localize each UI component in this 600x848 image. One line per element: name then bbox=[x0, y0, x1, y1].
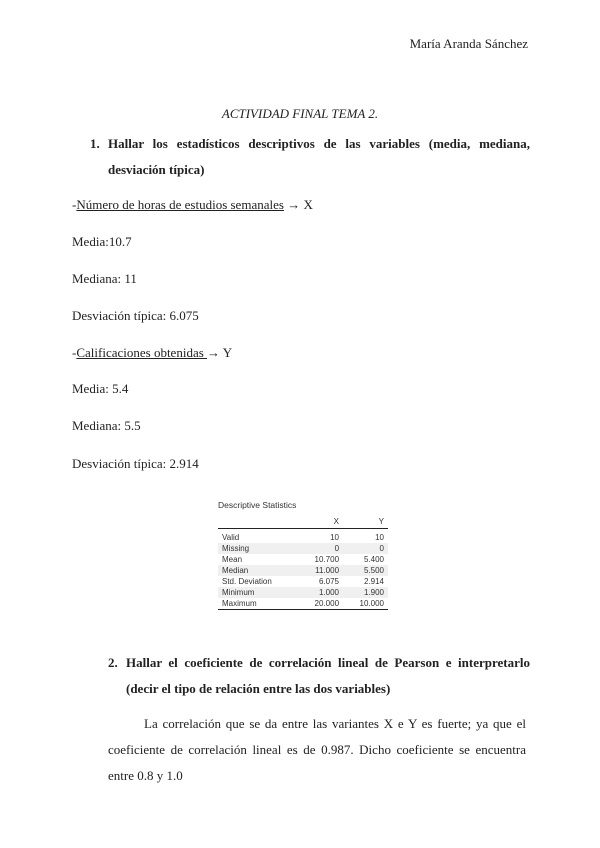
variable-x-name: Número de horas de estudios semanales bbox=[76, 197, 284, 212]
cell-y: 0 bbox=[343, 543, 388, 554]
cell-x: 20.000 bbox=[298, 598, 343, 610]
document-title: ACTIVIDAD FINAL TEMA 2. bbox=[221, 106, 379, 121]
descriptive-statistics-table bbox=[218, 500, 388, 610]
row-label: Valid bbox=[222, 533, 240, 542]
header-cell-blank bbox=[218, 516, 298, 529]
answer-2-paragraph: La correlación que se da entre las variantes X e Y es fuerte; ya que el coeficiente de correlación lineal es de 0.987. Dicho coeficiente se encuentra entre 0.8 y 1.0 bbox=[108, 716, 526, 783]
table-row bbox=[218, 554, 388, 565]
question-2 bbox=[108, 650, 530, 702]
cell-y: 5.400 bbox=[363, 555, 384, 564]
table-row bbox=[218, 576, 388, 587]
variable-y-name: Calificaciones obtenidas bbox=[76, 345, 208, 360]
row-label: Mean bbox=[222, 555, 243, 564]
variable-y-mean: Media: 5.4 bbox=[72, 381, 129, 396]
cell-x: 10 bbox=[330, 533, 340, 542]
cell-y: 10 bbox=[375, 533, 384, 542]
table-row bbox=[218, 587, 388, 598]
variable-x-mean: Media:10.7 bbox=[72, 234, 132, 249]
cell-x: 6.075 bbox=[318, 577, 340, 586]
row-label: Minimum bbox=[218, 587, 298, 598]
variable-x-median: Mediana: 11 bbox=[72, 271, 137, 286]
cell-y: 1.900 bbox=[343, 587, 388, 598]
variable-y-symbol: → Y bbox=[207, 345, 233, 360]
variable-y-sd: Desviación típica: 2.914 bbox=[72, 456, 199, 471]
variable-x-symbol: → X bbox=[283, 197, 313, 212]
cell-x: 0 bbox=[298, 543, 343, 554]
row-label: Median bbox=[218, 565, 298, 576]
question-1-number: 1. bbox=[90, 136, 100, 151]
question-2-number: 2. bbox=[108, 655, 118, 670]
variable-y-median: Mediana: 5.5 bbox=[72, 418, 141, 433]
variable-y-prefix: - bbox=[72, 345, 77, 360]
row-label: Missing bbox=[218, 543, 298, 554]
cell-x: 11.000 bbox=[298, 565, 343, 576]
cell-y: 10.000 bbox=[343, 598, 388, 610]
variable-y-heading bbox=[72, 345, 232, 361]
table-row bbox=[218, 598, 388, 610]
variable-x-heading bbox=[72, 197, 313, 213]
author-name: María Aranda Sánchez bbox=[409, 36, 528, 51]
header-cell-x: X bbox=[298, 516, 343, 529]
table-caption: Descriptive Statistics bbox=[218, 500, 297, 510]
header-cell-y: Y bbox=[343, 516, 388, 529]
table-row bbox=[218, 565, 388, 576]
question-2-text: Hallar el coeficiente de correlación lineal de Pearson e interpretarlo (decir el tipo de relación entre las dos variables) bbox=[126, 655, 530, 696]
cell-x: 1.000 bbox=[298, 587, 343, 598]
cell-x: 10.700 bbox=[314, 555, 340, 564]
question-1 bbox=[90, 131, 530, 183]
table-row bbox=[218, 529, 388, 544]
cell-y: 2.914 bbox=[363, 577, 384, 586]
variable-x-sd: Desviación típica: 6.075 bbox=[72, 308, 199, 323]
variable-x-prefix: - bbox=[72, 197, 77, 212]
table-row bbox=[218, 543, 388, 554]
question-1-text: Hallar los estadísticos descriptivos de las variables (media, mediana, desviación típica) bbox=[108, 136, 530, 177]
cell-y: 5.500 bbox=[343, 565, 388, 576]
row-label: Maximum bbox=[218, 598, 298, 610]
row-label: Std. Deviation bbox=[222, 577, 272, 586]
stats-grid bbox=[218, 516, 388, 610]
table-header-row bbox=[218, 516, 388, 529]
